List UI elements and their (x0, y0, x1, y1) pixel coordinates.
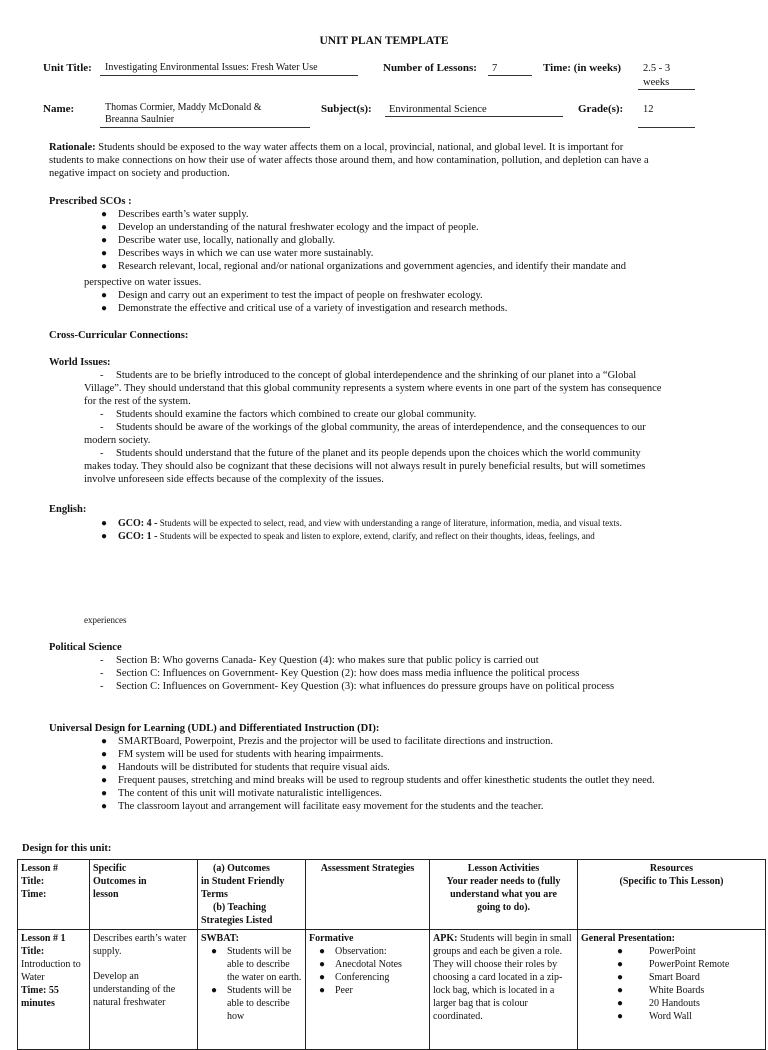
list-item: - Section C: Influences on Government- Key Question (2): how does mass media influence the political process (100, 668, 580, 679)
rationale-line1: Students should be exposed to the way water affects them on a local, provincial, national, and global level. It is important for (98, 142, 624, 153)
gco4-label: GCO: 4 - (118, 518, 158, 529)
subjects-label: Subject(s): (321, 103, 372, 115)
header-lesson-activities: Lesson Activities Your reader needs to (fully understand what you are going to do). (430, 860, 578, 930)
name-value-line2: Breanna Saulnier (105, 114, 175, 125)
header-resources: Resources (Specific to This Lesson) (578, 860, 766, 930)
rationale-label: Rationale: (49, 142, 96, 153)
time-underline (638, 89, 695, 90)
bullet-icon: ● (617, 998, 624, 1009)
scos-list (101, 208, 768, 273)
cell-assessment: Formative ● Observation: ● Anecdotal Notes ● Conferencing ● Peer (306, 930, 430, 1050)
world-issues-line5: Students should be aware of the workings of the global community, the areas of interdependence, and the consequences to our (116, 422, 646, 433)
bullet-icon: ● (101, 303, 108, 314)
cell-specific-outcomes: Describes earth’s water supply. Develop an understanding of the natural freshwater (90, 930, 198, 1050)
unit-title-value: Investigating Environmental Issues: Fresh Water Use (105, 62, 318, 73)
header-specific-outcomes: Specific Outcomes in lesson (90, 860, 198, 930)
bullet-icon: ● (617, 985, 624, 996)
table-header-row (18, 860, 766, 930)
english-heading: English: (49, 504, 87, 515)
rationale-line3: negative impact on society and production. (49, 168, 230, 179)
bullet-icon: ● (319, 959, 326, 970)
gco1-label: GCO: 1 - (118, 531, 158, 542)
bullet-icon: ● (101, 235, 108, 246)
gco1-continuation: experiences (84, 615, 127, 625)
bullet-icon: ● (101, 762, 108, 773)
world-issues-text: - Students are to be briefly introduced to the concept of global interdependence and the shrinking of our planet into a “Global Village”. They should understand that this global community represents a system where events in one part of the system has consequence for the rest of the system. - Students should examine the factors which combined to create our global community. - Students should be aware of the workings of the global community, the areas of interdependence, and the consequences to our modern society. - Students should understand that the future of the planet and its people depends upon the choices which the world community makes today. They should also be cognizant that these decisions will not always result in purely beneficial results, but will sometimes involve unforeseen side effects because of the complexity of the issues. (84, 369, 764, 486)
cell-resources: General Presentation: ● PowerPoint ● PowerPoint Remote ● Smart Board ● White Boards ● 20 Handouts ● Word Wall (578, 930, 766, 1050)
list-item: ● Describes earth’s water supply. (101, 209, 249, 220)
bullet-icon: ● (319, 946, 326, 957)
header-assessment: Assessment Strategies (306, 860, 430, 930)
bullet-icon: ● (101, 261, 108, 272)
grades-underline (638, 127, 695, 128)
political-science-heading: Political Science (49, 642, 122, 653)
gco4-text: Students will be expected to select, read, and view with understanding a range of literature, information, media, and visual texts. (159, 518, 622, 528)
lesson-plan-table (17, 859, 766, 1050)
grades-label: Grade(s): (578, 103, 624, 115)
bullet-icon: ● (211, 985, 218, 996)
bullet-icon: ● (617, 1011, 624, 1022)
list-item: - Section B: Who governs Canada- Key Question (4): who makes sure that public policy is carried out (100, 655, 539, 666)
list-item: ● Describe water use, locally, nationally and globally. (101, 235, 336, 246)
bullet-icon: ● (101, 801, 108, 812)
design-heading: Design for this unit: (22, 843, 112, 854)
world-issues-line9: involve unforeseen side effects because of the complexity of the issues. (84, 474, 384, 485)
list-item: ● Describes ways in which we can use water more sustainably. (101, 248, 374, 259)
world-issues-line2: Village”. They should understand that this global community represents a system where events in one part of the system has consequence (84, 383, 662, 394)
list-item: ● The content of this unit will motivate naturalistic intelligences. (101, 788, 382, 799)
udl-list (101, 735, 768, 813)
bullet-icon: ● (101, 518, 108, 529)
world-issues-line7: Students should understand that the future of the planet and its people depends upon the choices which the world community (116, 448, 641, 459)
bullet-icon: ● (319, 972, 326, 983)
cell-lesson-info: Lesson # 1 Title: Introduction to Water Time: 55 minutes (18, 930, 90, 1050)
bullet-icon: ● (617, 972, 624, 983)
list-item: ● SMARTBoard, Powerpoint, Prezis and the projector will be used to facilitate directions and instruction. (101, 736, 554, 747)
subjects-value: Environmental Science (389, 104, 487, 115)
number-of-lessons-label: Number of Lessons: (383, 62, 477, 74)
scos-list-continued (101, 289, 768, 315)
time-label: Time: (in weeks) (543, 62, 622, 74)
world-issues-heading: World Issues: (49, 357, 111, 368)
list-item: ● Develop an understanding of the natural freshwater ecology and the impact of people. (101, 222, 479, 233)
rationale-section (49, 141, 749, 180)
bullet-icon: ● (101, 290, 108, 301)
bullet-icon: ● (101, 531, 108, 542)
world-issues-line4: Students should examine the factors which combined to create our global community. (116, 409, 477, 420)
unit-title-label: Unit Title: (43, 62, 92, 74)
list-item: ● Handouts will be distributed for students that require visual aids. (101, 762, 390, 773)
bullet-icon: ● (101, 209, 108, 220)
table-row (18, 930, 766, 1050)
bullet-icon: ● (101, 222, 108, 233)
bullet-icon: ● (101, 775, 108, 786)
lessons-underline (488, 75, 532, 76)
unit-title-underline (100, 75, 358, 76)
udl-heading: Universal Design for Learning (UDL) and Differentiated Instruction (DI): (49, 723, 380, 734)
list-item: ● Research relevant, local, regional and/or national organizations and government agencies, and identify their mandate and (101, 261, 626, 272)
time-value-line2: weeks (643, 77, 670, 88)
bullet-icon: ● (101, 736, 108, 747)
english-gco-list (101, 517, 768, 543)
name-underline (100, 127, 310, 128)
political-science-list (100, 654, 760, 693)
bullet-icon: ● (617, 959, 624, 970)
list-item: ● The classroom layout and arrangement will facilitate easy movement for the students and the teacher. (101, 801, 544, 812)
time-value-line1: 2.5 - 3 (643, 63, 671, 74)
cell-lesson-activities: APK: Students will begin in small groups and each be given a role. They will choose their roles by choosing a card located in a zip-lock bag, which is located in a larger bag that is colour coordinated. (430, 930, 578, 1050)
bullet-icon: ● (319, 985, 326, 996)
document-title: UNIT PLAN TEMPLATE (319, 35, 449, 47)
header-lesson: Lesson # Title: Time: (18, 860, 90, 930)
list-item: ● Design and carry out an experiment to test the impact of people on freshwater ecology. (101, 290, 483, 301)
header-outcomes-strategies: (a) Outcomes in Student Friendly Terms (b) Teaching Strategies Listed (198, 860, 306, 930)
list-item: ● Demonstrate the effective and critical use of a variety of investigation and research methods. (101, 303, 508, 314)
cell-swbat: SWBAT: ● Students will be able to describe the water on earth. ● Students will be able to describe how (198, 930, 306, 1050)
list-item: ● FM system will be used for students with hearing impairments. (101, 749, 384, 760)
scos-label: Prescribed SCOs : (49, 196, 132, 207)
bullet-icon: ● (101, 248, 108, 259)
bullet-icon: ● (211, 946, 218, 957)
subjects-underline (385, 116, 563, 117)
name-label: Name: (43, 103, 75, 115)
bullet-icon: ● (617, 946, 624, 957)
list-item: ● Frequent pauses, stretching and mind breaks will be used to regroup students and offer kinesthetic students the outlet they need. (101, 775, 655, 786)
rationale-line2: students to make connections on how their use of water affects those around them, and how contamination, pollution, and depletion can have a (49, 155, 649, 166)
gco1-text: Students will be expected to speak and listen to explore, extend, clarify, and reflect on their thoughts, ideas, feelings, and (159, 531, 595, 541)
sco-item5-continuation: perspective on water issues. (84, 277, 202, 288)
name-value-line1: Thomas Cormier, Maddy McDonald & (105, 102, 262, 113)
list-item: - Section C: Influences on Government- Key Question (3): what influences do pressure groups have on political process (100, 681, 615, 692)
world-issues-line3: for the rest of the system. (84, 396, 191, 407)
world-issues-line1: Students are to be briefly introduced to the concept of global interdependence and the shrinking of our planet into a “Global (116, 370, 637, 381)
number-of-lessons-value: 7 (492, 63, 498, 74)
bullet-icon: ● (101, 788, 108, 799)
bullet-icon: ● (101, 749, 108, 760)
cross-curricular-heading: Cross-Curricular Connections: (49, 330, 189, 341)
world-issues-line8: makes today. They should also be cognizant that these decisions will not always result in purely beneficial results, but will sometimes (84, 461, 646, 472)
world-issues-line6: modern society. (84, 435, 151, 446)
grades-value: 12 (643, 104, 654, 115)
